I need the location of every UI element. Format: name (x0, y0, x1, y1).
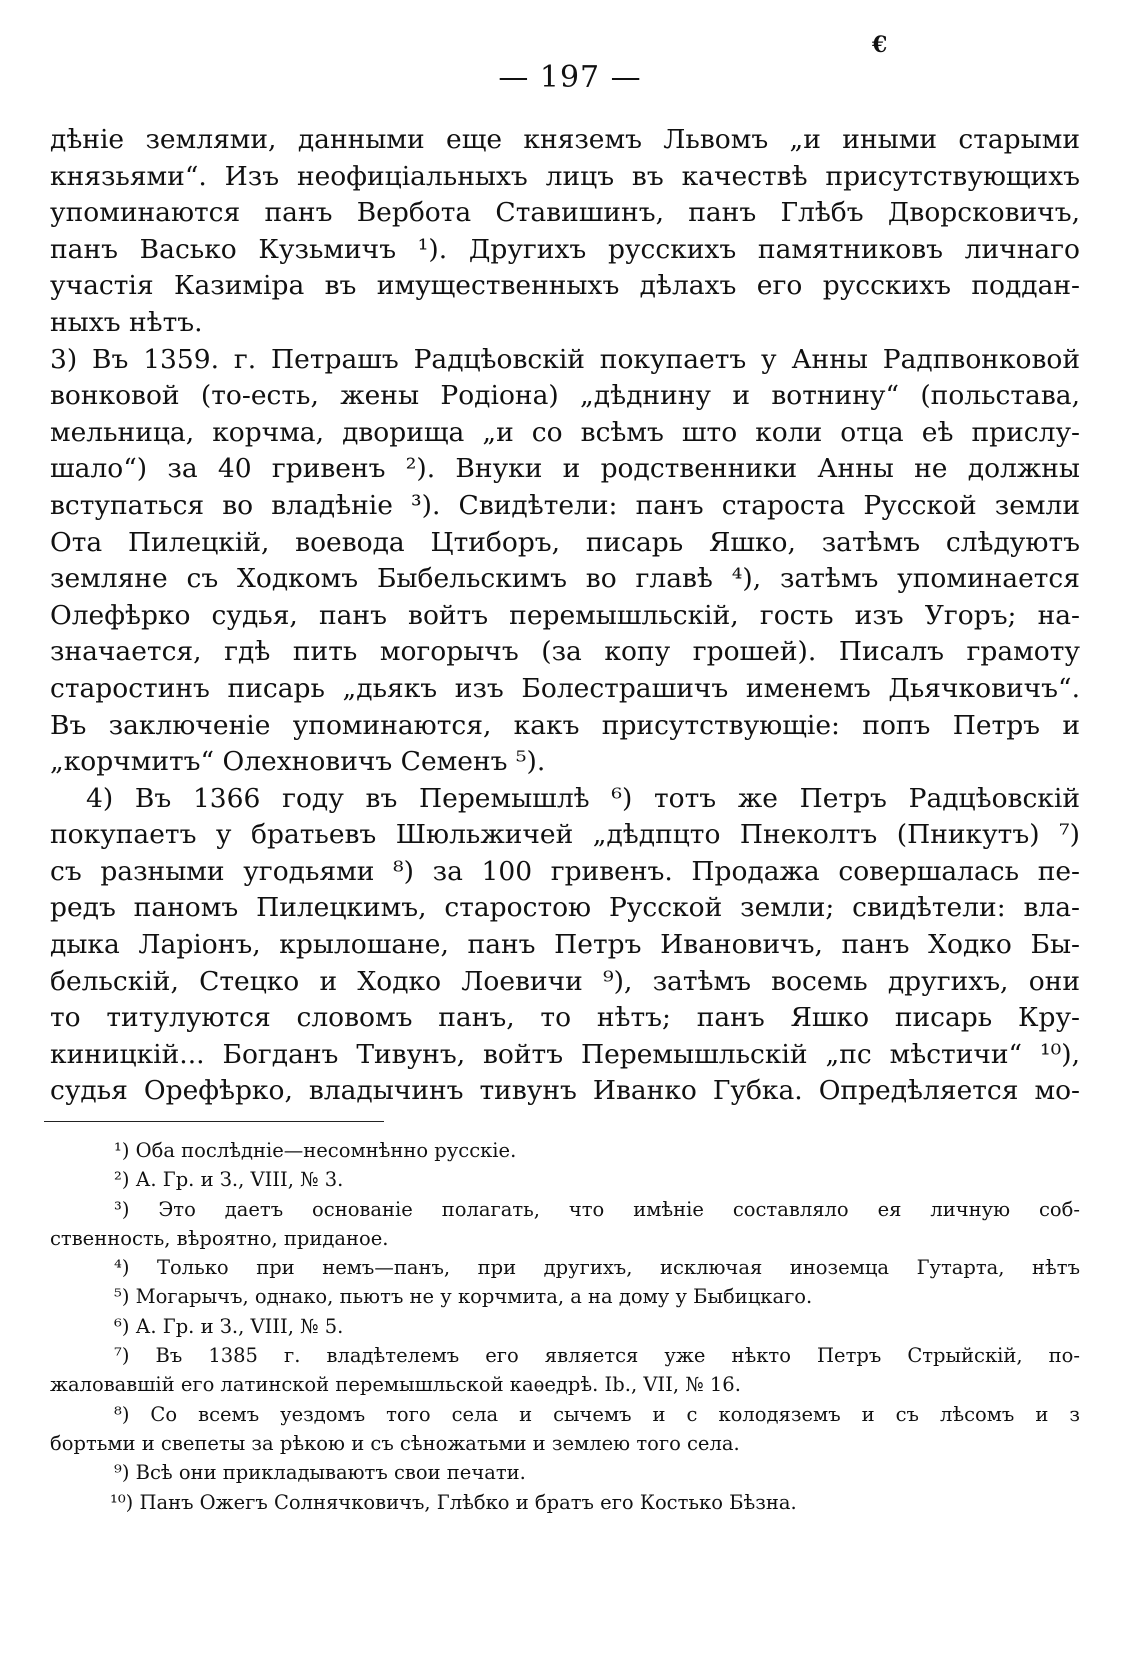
text-line: киницкій... Богданъ Тивунъ, войтъ Перемышльскій „пс мѣстичи“ ¹⁰), (50, 1038, 1080, 1070)
text-line: князьями“. Изъ неофиціальныхъ лицъ въ качествѣ присутствующихъ (50, 160, 1080, 192)
text-line: „корчмитъ“ Олехновичъ Семенъ ⁵). (50, 746, 546, 778)
footnote-1: ¹) Оба послѣдніе—несомнѣнно русскіе. (114, 1139, 517, 1162)
text-line: Въ заключеніе упоминаются, какъ присутствующіе: попъ Петръ и (50, 709, 1080, 741)
footnote-2: ²) А. Гр. и З., VIII, № 3. (114, 1168, 344, 1192)
footnote-7-cont: жаловавшій его латинской перемышльской каѳедрѣ. Ib., VII, № 16. (50, 1373, 741, 1397)
footnote-6: ⁶) А. Гр. и З., VIII, № 5. (114, 1314, 344, 1338)
text-line: судья Орефѣрко, владычинъ тивунъ Иванко Губка. Опредѣляется мо- (50, 1075, 1080, 1107)
text-line: дѣніе землями, данными еще княземъ Львомъ „и иными старыми (50, 124, 1080, 155)
text-line: то титулуются словомъ панъ, то нѣтъ; панъ Яшко писарь Кру- (50, 1002, 1080, 1034)
text-line: шало“) за 40 гривенъ ²). Внуки и родственники Анны не должны (50, 453, 1080, 485)
paragraph-4-start: 4) Въ 1366 году въ Перемышлѣ ⁶) тотъ же Петръ Радцѣовскій (86, 782, 1080, 814)
footnote-divider (44, 1121, 384, 1122)
footnotes (50, 1136, 1080, 1517)
footnote-10: ¹⁰) Панъ Ожегъ Солнячковичъ, Глѣбко и братъ его Костько Бѣзна. (110, 1490, 797, 1514)
page-corner-mark: € (872, 32, 888, 58)
footnote-5: ⁵) Могарычъ, однако, пьютъ не у корчмита, а на дому у Быбицкаго. (114, 1285, 813, 1309)
text-line: панъ Васько Кузьмичъ ¹). Другихъ русскихъ памятниковъ личнаго (50, 233, 1080, 265)
text-line: земляне съ Ходкомъ Быбельскимъ во главѣ ⁴), затѣмъ упоминается (50, 563, 1080, 595)
text-line: съ разными угодьями ⁸) за 100 гривенъ. Продажа совершалась пе- (50, 855, 1080, 887)
text-line: участія Казиміра въ имущественныхъ дѣлахъ его русскихъ поддан- (50, 270, 1080, 302)
text-line: старостинъ писарь „дьякъ изъ Болестрашичъ именемъ Дьячковичъ“. (50, 672, 1080, 704)
text-line: Ота Пилецкій, воевода Цтиборъ, писарь Яшко, затѣмъ слѣдуютъ (50, 526, 1080, 558)
paragraph-3-start: 3) Въ 1359. г. Петрашъ Радцѣовскій покупаетъ у Анны Радпвонковой (50, 343, 1080, 375)
footnote-7: ⁷) Въ 1385 г. владѣтелемъ его является уже нѣкто Петръ Стрыйскій, по- (114, 1344, 1080, 1368)
footnote-9: ⁹) Всѣ они прикладываютъ свои печати. (114, 1461, 526, 1485)
text-line: редъ паномъ Пилецкимъ, старостою Русской земли; свидѣтели: вла- (50, 892, 1080, 924)
footnote-3-cont: ственность, вѣроятно, приданое. (50, 1226, 389, 1250)
page-number: — 197 — (498, 60, 642, 95)
text-line: значается, гдѣ пить могорычъ (за копу грошей). Писалъ грамоту (50, 636, 1080, 668)
text-line: вонковой (то-есть, жены Родіона) „дѣднину и вотнину“ (польстава, (50, 380, 1080, 412)
footnote-8: ⁸) Со всемъ уездомъ того села и сычемъ и с колодяземъ и съ лѣсомъ и з (114, 1402, 1080, 1426)
text-line: дыка Ларіонъ, крылошане, панъ Петръ Ивановичъ, панъ Ходко Бы- (50, 929, 1080, 961)
footnote-8-cont: бортьми и свепеты за рѣкою и съ сѣножатьми и землею того села. (50, 1431, 740, 1455)
text-line: Олефѣрко судья, панъ войтъ перемышльскій, гость изъ Угоръ; на- (50, 599, 1080, 631)
footnote-3: ³) Это даетъ основаніе полагать, что имѣніе составляло ея личную соб- (114, 1197, 1080, 1221)
footnote-4: ⁴) Только при немъ—панъ, при другихъ, исключая иноземца Гутарта, нѣтъ (114, 1256, 1080, 1280)
text-line: упоминаются панъ Вербота Ставишинъ, панъ Глѣбъ Дворсковичъ, (50, 197, 1080, 229)
main-text (50, 122, 1080, 1110)
text-line: покупаетъ у братьевъ Шюльжичей „дѣдпцто Пнеколтъ (Пникутъ) ⁷) (50, 819, 1080, 851)
text-line: вступаться во владѣніе ³). Свидѣтели: панъ староста Русской земли (50, 489, 1080, 521)
text-line: бельскій, Стецко и Ходко Лоевичи ⁹), затѣмъ восемь другихъ, они (50, 965, 1080, 997)
text-line: мельница, корчма, дворища „и со всѣмъ што коли отца еѣ прислу- (50, 416, 1080, 448)
text-line: ныхъ нѣтъ. (50, 306, 203, 338)
